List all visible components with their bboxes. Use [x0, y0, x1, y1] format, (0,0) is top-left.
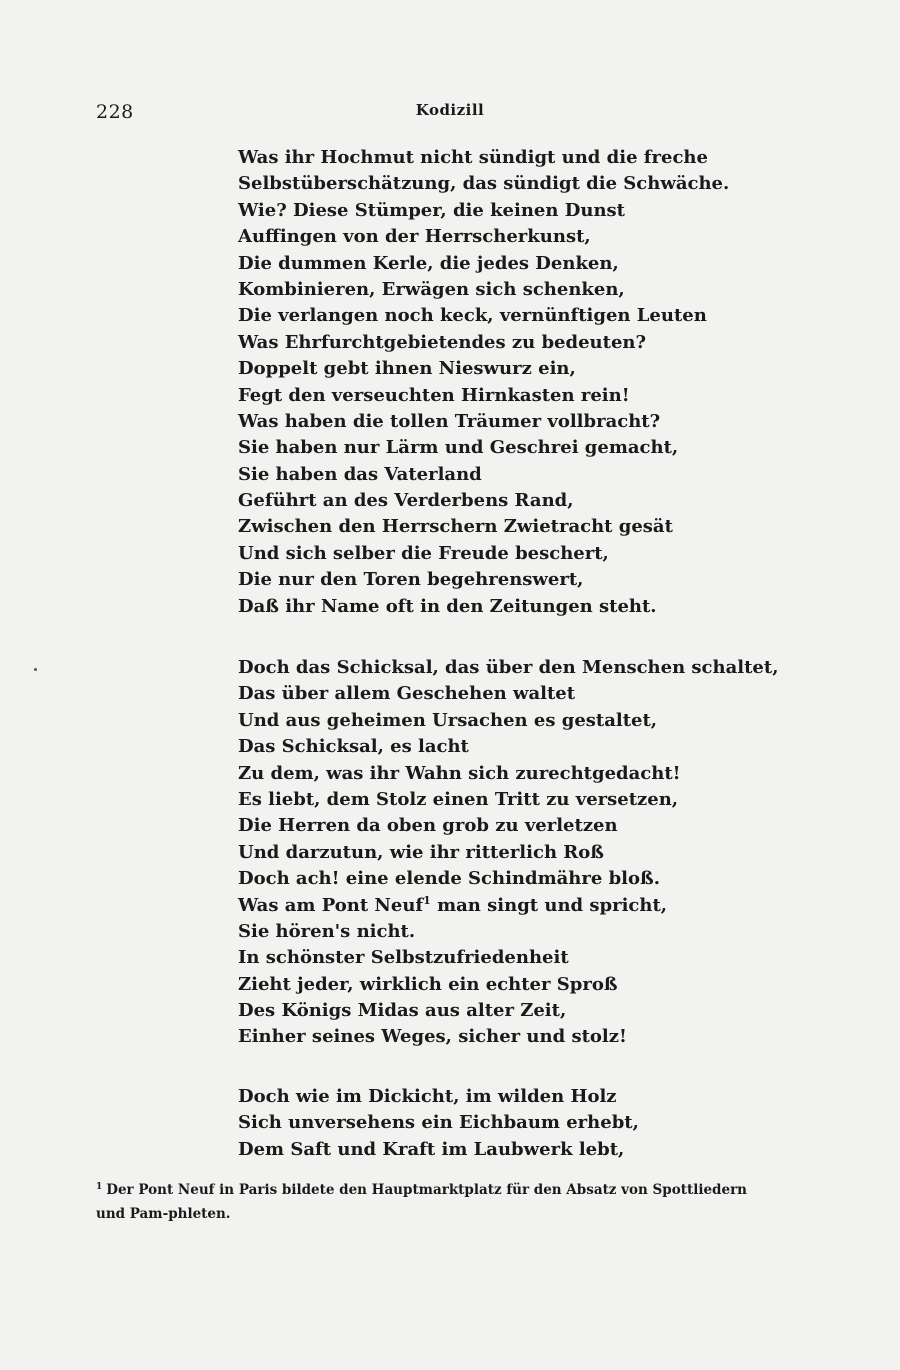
running-head: Kodizill: [415, 101, 485, 119]
verse-line: Doppelt gebt ihnen Nieswurz ein,: [238, 358, 576, 380]
verse-line: Die nur den Toren begehrenswert,: [238, 569, 584, 591]
verse-line: In schönster Selbstzufriedenheit: [238, 947, 569, 969]
verse-fragment: man singt und spricht,: [430, 894, 668, 916]
verse-line: Die Herren da oben grob zu verletzen: [238, 815, 618, 837]
verse-line: Geführt an des Verderbens Rand,: [238, 490, 574, 512]
verse-line: Sie haben das Vaterland: [238, 463, 482, 485]
verse-line: Dem Saft und Kraft im Laubwerk lebt,: [238, 1138, 625, 1160]
verse-line: Sie haben nur Lärm und Geschrei gemacht,: [238, 437, 679, 459]
verse-line: Und aus geheimen Ursachen es gestaltet,: [238, 709, 658, 731]
verse-line: Zu dem, was ihr Wahn sich zurechtgedacht!: [238, 762, 681, 784]
verse-line: Sie hören's nicht.: [238, 920, 416, 942]
page-number: 228: [96, 101, 134, 123]
verse-line: Was haben die tollen Träumer vollbracht?: [238, 410, 661, 432]
stanza-1: [238, 145, 729, 620]
verse-line: Das Schicksal, es lacht: [238, 736, 469, 758]
verse-line: Zieht jeder, wirklich ein echter Sproß: [238, 973, 618, 995]
stanza-3: [238, 1084, 639, 1163]
stanza-2: [238, 655, 778, 1051]
verse-line: Und darzutun, wie ihr ritterlich Roß: [238, 841, 604, 863]
verse-line: Das über allem Geschehen waltet: [238, 683, 576, 705]
verse-line: Zwischen den Herrschern Zwietracht gesät: [238, 516, 673, 538]
footnote-text: Der Pont Neuf in Paris bildete den Hauptmarktplatz für den Absatz von Spottliedern und Pam-phleten.: [96, 1182, 748, 1222]
footnote: [96, 1178, 776, 1226]
verse-line: Sich unversehens ein Eichbaum erhebt,: [238, 1112, 639, 1134]
verse-line: Doch wie im Dickicht, im wilden Holz: [238, 1086, 617, 1107]
verse-line: Doch ach! eine elende Schindmähre bloß.: [238, 868, 660, 890]
verse-fragment: Was am Pont Neuf: [238, 894, 424, 916]
verse-line: Selbstüberschätzung, das sündigt die Schwäche.: [238, 173, 730, 195]
verse-line: Die dummen Kerle, die jedes Denken,: [238, 252, 619, 274]
verse-line: Einher seines Weges, sicher und stolz!: [238, 1026, 627, 1048]
verse-line-pont-neuf: [238, 893, 778, 919]
footnote-reference[interactable]: 1: [423, 893, 431, 907]
verse-line: Die verlangen noch keck, vernünftigen Leuten: [238, 305, 707, 327]
scan-speck: [34, 668, 37, 671]
verse-line: Was Ehrfurchtgebietendes zu bedeuten?: [238, 331, 647, 353]
verse-line: Was ihr Hochmut nicht sündigt und die freche: [238, 147, 708, 168]
verse-line: Kombinieren, Erwägen sich schenken,: [238, 278, 625, 300]
verse-line: Und sich selber die Freude beschert,: [238, 542, 609, 564]
verse-line: Doch das Schicksal, das über den Menschen schaltet,: [238, 657, 779, 678]
footnote-mark: 1: [96, 1181, 103, 1192]
verse-line: Auffingen von der Herrscherkunst,: [238, 226, 591, 248]
verse-line: Fegt den verseuchten Hirnkasten rein!: [238, 384, 630, 406]
verse-line: Wie? Diese Stümper, die keinen Dunst: [238, 199, 625, 221]
verse-line: Es liebt, dem Stolz einen Tritt zu versetzen,: [238, 788, 679, 810]
verse-line: Des Königs Midas aus alter Zeit,: [238, 1000, 567, 1022]
verse-line: Daß ihr Name oft in den Zeitungen steht.: [238, 595, 657, 617]
